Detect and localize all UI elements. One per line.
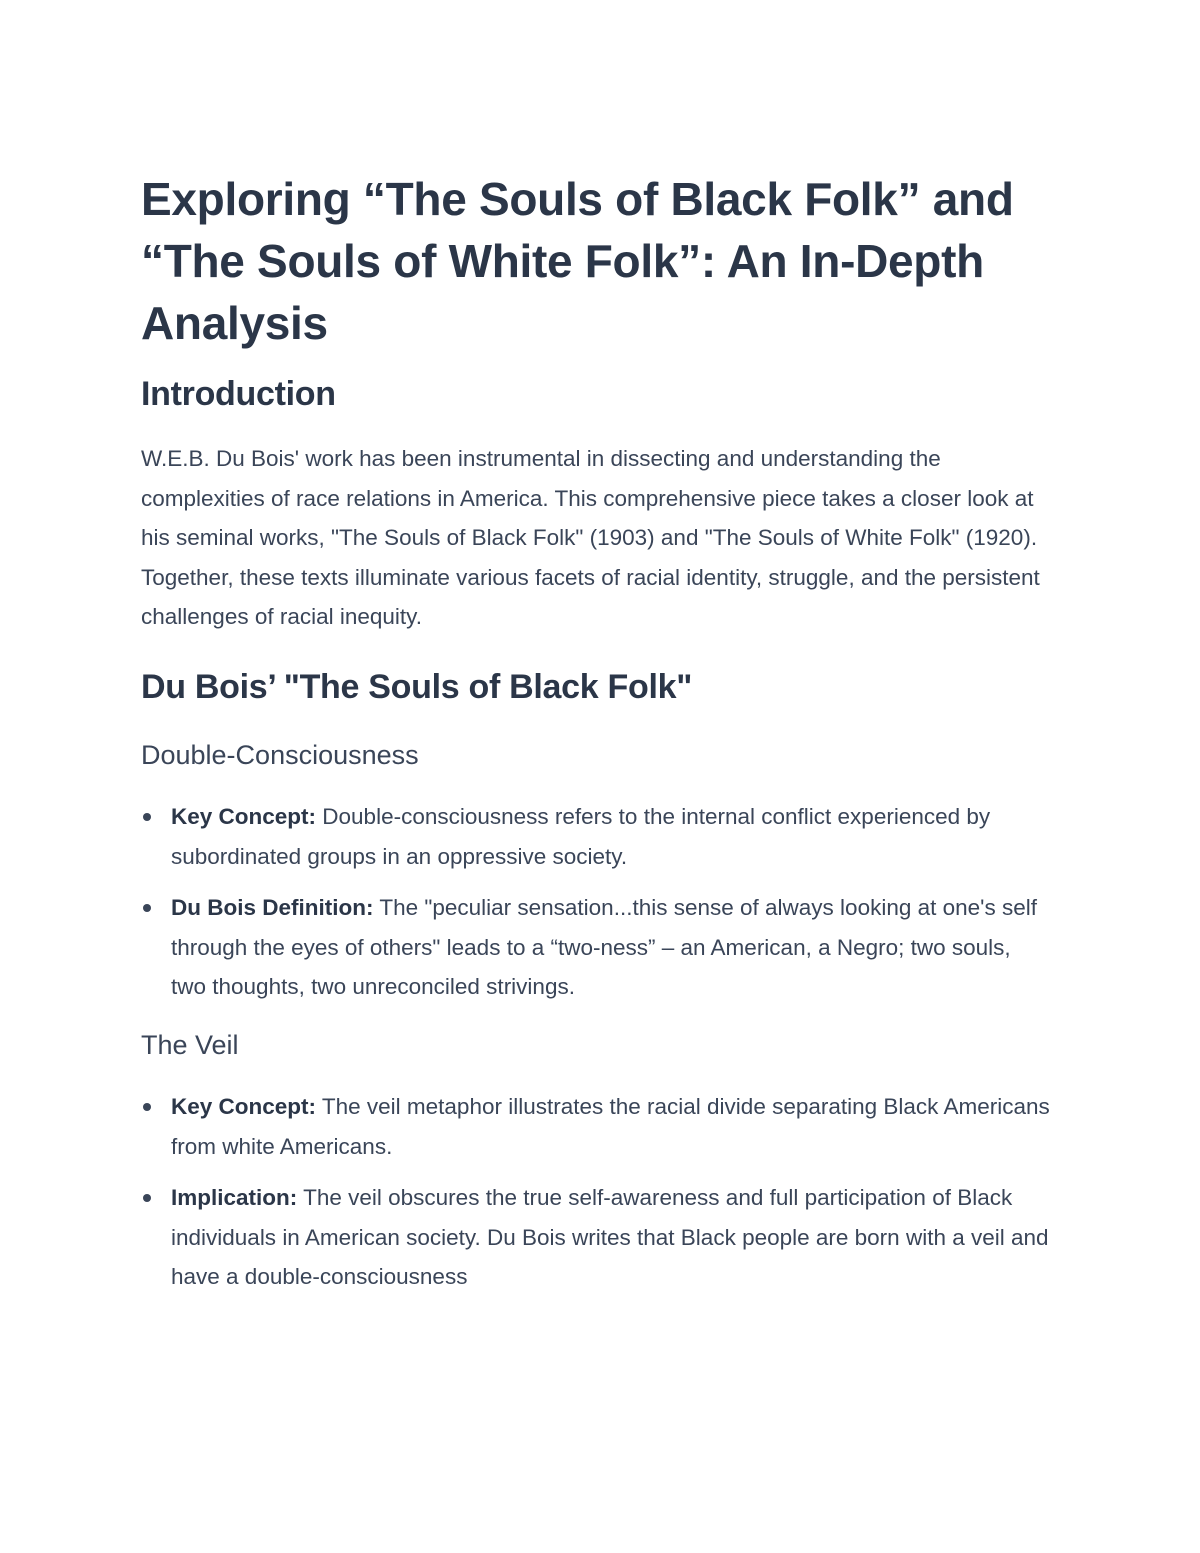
- document-title: Exploring “The Souls of Black Folk” and “The Souls of White Folk”: An In-Depth Analysis: [141, 173, 1014, 349]
- list-item-term: Du Bois Definition:: [171, 895, 374, 921]
- subsection-heading-double-consciousness: Double-Consciousness: [141, 739, 419, 770]
- list-item-text: Double-consciousness refers to the internal conflict experienced by subordinated groups in an oppressive society.: [171, 803, 991, 869]
- list-item: [141, 1178, 1051, 1297]
- bullet-icon: [143, 813, 151, 821]
- list-item-text: The veil obscures the true self-awareness and full participation of Black individuals in American society. Du Bois writes that Black people are born with a veil and have a double-consciousness: [171, 1185, 1049, 1290]
- bullet-icon: [143, 1194, 151, 1202]
- list-item: [141, 797, 1051, 876]
- introduction-heading: Introduction: [141, 375, 336, 413]
- list-item-term: Key Concept:: [171, 1093, 317, 1119]
- list-item: [141, 1087, 1051, 1166]
- section-heading-souls-of-black-folk: Du Bois’ "The Souls of Black Folk": [141, 667, 693, 706]
- document-page: [141, 168, 1071, 1297]
- list-item-text: The veil metaphor illustrates the racial divide separating Black Americans from white Americans.: [171, 1093, 1050, 1159]
- list-item-term: Implication:: [171, 1185, 298, 1211]
- double-consciousness-list: [141, 797, 1071, 1007]
- introduction-paragraph: W.E.B. Du Bois' work has been instrumental in dissecting and understanding the complexities of race relations in America. This comprehensive piece takes a closer look at his seminal works, "The Souls of Black Folk" (1903) and "The Souls of White Folk" (1920). Together, these texts illuminate various facets of racial identity, struggle, and the persistent challenges of racial inequity.: [141, 446, 1040, 630]
- bullet-icon: [143, 1103, 151, 1111]
- bullet-icon: [143, 904, 151, 912]
- subsection-heading-the-veil: The Veil: [141, 1029, 239, 1060]
- list-item-text: The "peculiar sensation...this sense of always looking at one's self through the eyes of others" leads to a “two-ness” – an American, a Negro; two souls, two thoughts, two unreconciled strivings.: [171, 895, 1037, 1000]
- list-item: [141, 888, 1051, 1007]
- list-item-term: Key Concept:: [171, 803, 317, 829]
- the-veil-list: [141, 1087, 1071, 1297]
